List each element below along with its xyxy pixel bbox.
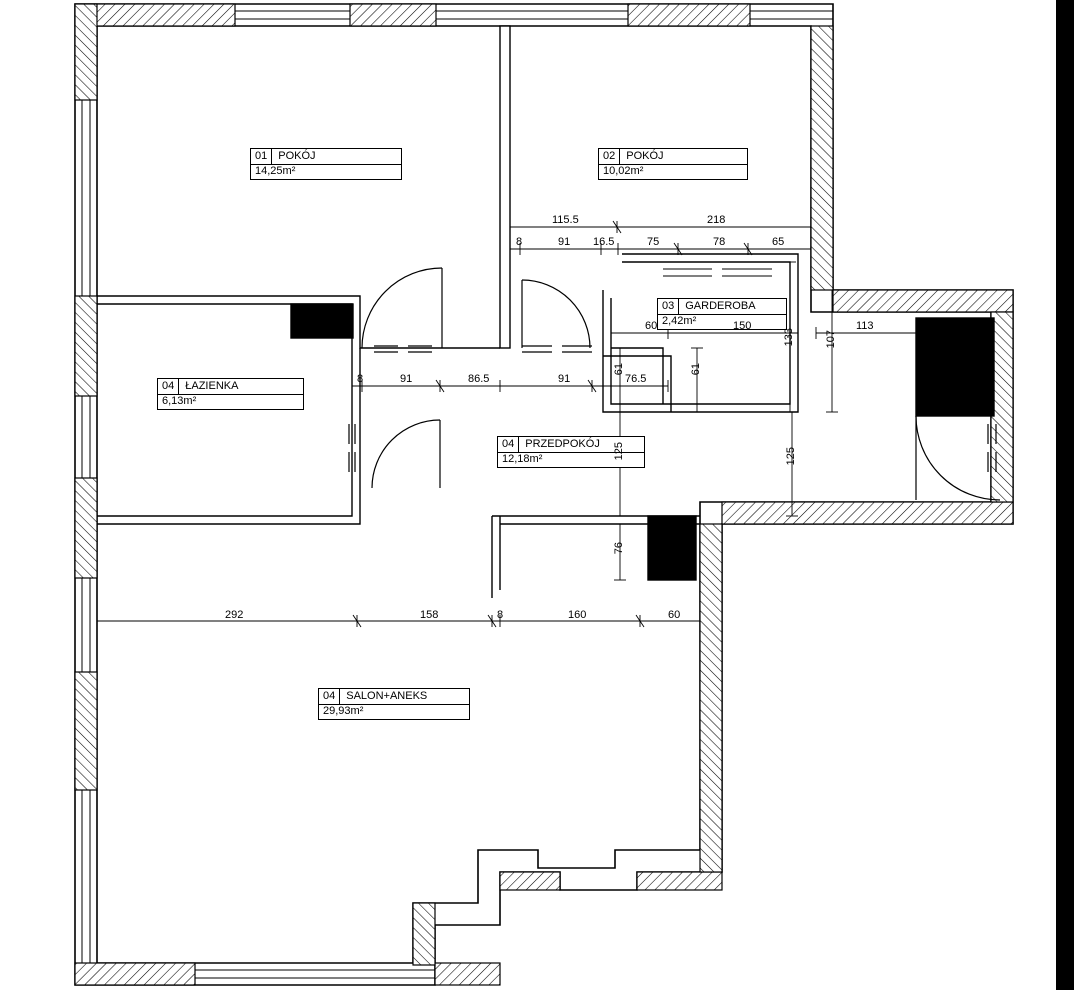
room-code: 01 bbox=[251, 149, 272, 164]
dimension-text: 113 bbox=[856, 320, 874, 332]
room-area: 12,18m² bbox=[502, 453, 543, 466]
room-name: POKÓJ bbox=[626, 150, 664, 163]
dimension-text: 65 bbox=[772, 236, 785, 248]
dimension-text: 16.5 bbox=[593, 236, 615, 248]
room-code: 03 bbox=[658, 299, 679, 314]
dimension-text: 8 bbox=[516, 236, 523, 248]
dimension-text: 160 bbox=[568, 609, 587, 621]
dimension-text: 60 bbox=[668, 609, 681, 621]
room-name: POKÓJ bbox=[278, 150, 316, 163]
room-name: ŁAZIENKA bbox=[185, 380, 239, 393]
dimension-text: 133 bbox=[783, 328, 795, 347]
room-area: 29,93m² bbox=[323, 705, 364, 718]
dimension-text: 107 bbox=[825, 330, 837, 349]
room-name: SALON+ANEKS bbox=[346, 690, 428, 703]
room-code: 04 bbox=[158, 379, 179, 394]
dimension-text: 60 bbox=[645, 320, 658, 332]
dimension-text: 78 bbox=[713, 236, 726, 248]
dimension-text: 115.5 bbox=[552, 214, 579, 226]
room-area: 6,13m² bbox=[162, 395, 197, 408]
dimension-text: 86.5 bbox=[468, 373, 490, 385]
dimension-text: 8 bbox=[357, 373, 364, 385]
dimension-text: 218 bbox=[707, 214, 726, 226]
room-code: 04 bbox=[498, 437, 519, 452]
room-name: GARDEROBA bbox=[685, 300, 756, 313]
dimension-text: 61 bbox=[613, 363, 625, 376]
room-label-02 bbox=[598, 148, 748, 180]
dimension-text: 125 bbox=[785, 447, 797, 466]
dimension-text: 91 bbox=[400, 373, 413, 385]
dimension-text: 158 bbox=[420, 609, 439, 621]
room-label-03 bbox=[657, 298, 787, 330]
dimension-text: 76 bbox=[613, 542, 625, 555]
dimension-text: 8 bbox=[497, 609, 504, 621]
dimension-text: 61 bbox=[690, 363, 702, 376]
room-code: 02 bbox=[599, 149, 620, 164]
dimension-text: 150 bbox=[733, 320, 752, 332]
dimension-text: 292 bbox=[225, 609, 244, 621]
dimension-text: 125 bbox=[613, 442, 625, 461]
room-label-04-bathroom bbox=[157, 378, 304, 410]
room-name: PRZEDPOKÓJ bbox=[525, 438, 600, 451]
room-area: 2,42m² bbox=[662, 315, 697, 328]
dimension-text: 76.5 bbox=[625, 373, 647, 385]
room-label-04-living bbox=[318, 688, 470, 720]
room-label-01 bbox=[250, 148, 402, 180]
room-area: 14,25m² bbox=[255, 165, 296, 178]
dimension-text: 75 bbox=[647, 236, 660, 248]
dimension-text: 91 bbox=[558, 236, 571, 248]
dimension-text: 91 bbox=[558, 373, 571, 385]
room-area: 10,02m² bbox=[603, 165, 644, 178]
right-margin-bar bbox=[1056, 0, 1074, 990]
room-code: 04 bbox=[319, 689, 340, 704]
